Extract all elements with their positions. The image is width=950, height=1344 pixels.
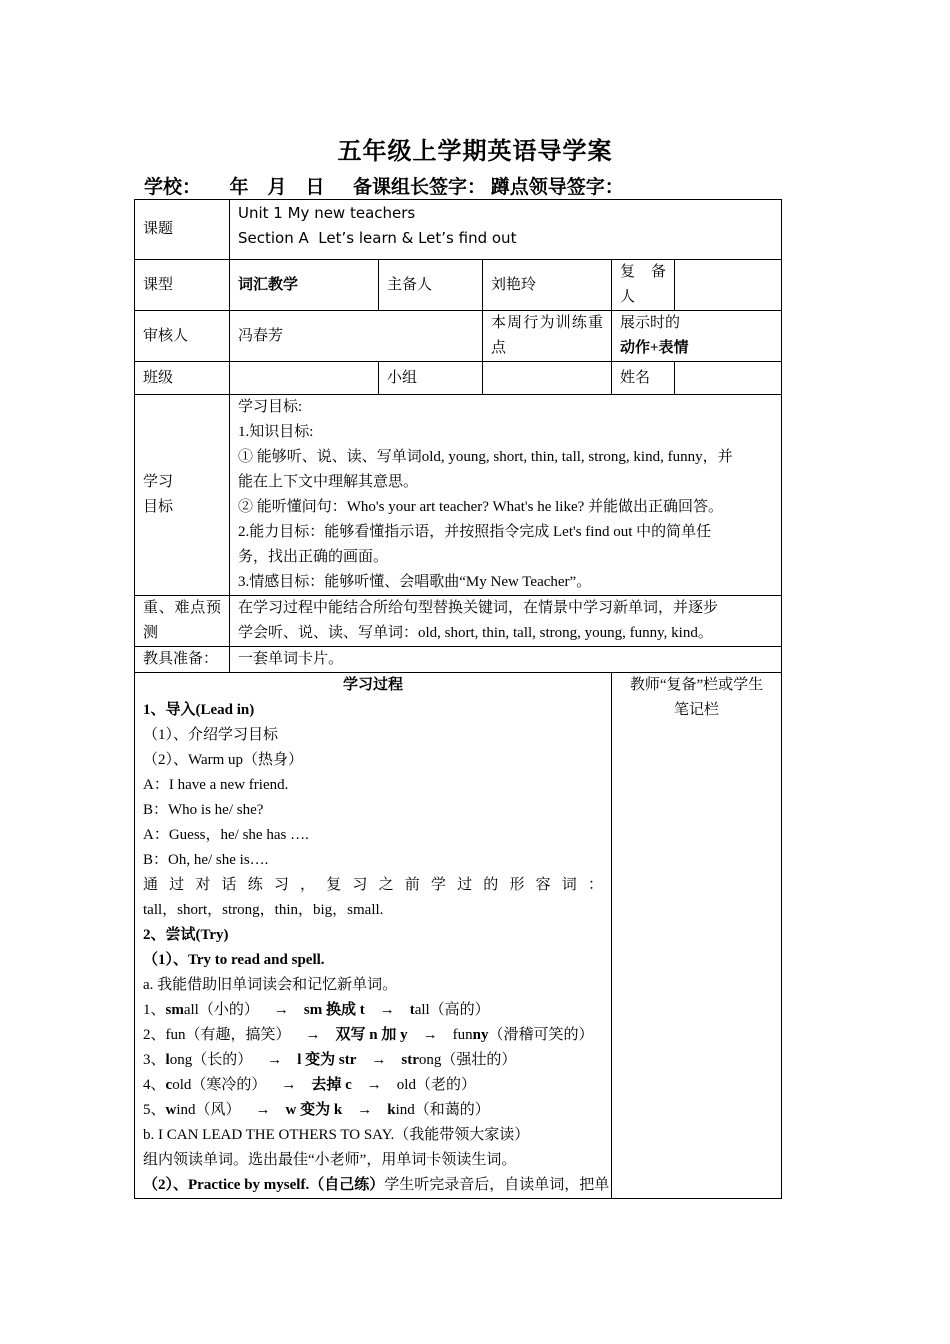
topic-line-2: Section A Let’s learn & Let’s find out [238, 229, 517, 247]
school-label: 学校： [144, 177, 202, 198]
word-row: 5、wind（风） → w 变为 k → kind（和蔼的） [143, 1102, 490, 1118]
arrow-icon: → [267, 1052, 283, 1068]
date-label: 年 月 日 [229, 177, 325, 198]
warm-up-line: （2）、Warm up（热身） [143, 752, 304, 768]
supervisor-sign-label: 蹲点领导签字： [490, 177, 624, 198]
signature-line [144, 172, 624, 199]
leader-sign-label: 备课组长签字： [353, 177, 487, 198]
weekly-label-text: 本周行为训练重点 [491, 315, 603, 356]
difficulty-label [135, 596, 230, 647]
step-a-line: a. 我能借助旧单词读会和记忆新单词。 [143, 977, 398, 993]
reviewer-value: 冯春芳 [230, 311, 483, 362]
preparer-label: 主备人 [379, 260, 483, 311]
goal-line: 3.情感目标：能够听懂、会唱歌曲“My New Teacher”。 [238, 574, 592, 590]
group-label: 小组 [379, 362, 483, 395]
arrow-icon: → [422, 1027, 438, 1043]
weekly-label [483, 311, 612, 362]
arrow-icon: → [379, 1002, 395, 1018]
type-label: 课型 [135, 260, 230, 311]
goal-line: 务，找出正确的画面。 [238, 549, 389, 565]
materials-label: 教具准备： [135, 647, 230, 673]
goals-label [135, 395, 230, 596]
goals-content [230, 395, 782, 596]
word-row: 2、fun（有趣，搞笑） → 双写 n 加 y → funny（滑稽可笑的） [143, 1027, 594, 1043]
arrow-icon: → [371, 1052, 387, 1068]
name-label: 姓名 [612, 362, 675, 395]
class-label: 班级 [135, 362, 230, 395]
goal-line: ② 能听懂问句：Who's your art teacher? What's he like? 并能做出正确回答。 [238, 499, 724, 515]
goals-label-line-1: 学习 [143, 474, 174, 490]
arrow-icon: → [273, 1002, 289, 1018]
dialog-line: A：I have a new friend. [143, 777, 289, 793]
weekly-line-1: 展示时的 [620, 315, 681, 331]
arrow-icon: → [366, 1077, 382, 1093]
materials-value: 一套单词卡片。 [230, 647, 782, 673]
review-label-text: 复 备 人 [620, 264, 666, 305]
difficulty-content [230, 596, 782, 647]
difficulty-label-text: 重、难点预测 [143, 600, 221, 641]
review-value [675, 260, 782, 311]
class-value [230, 362, 379, 395]
word-row: 1、small（小的） → sm 换成 t → tall（高的） [143, 1002, 490, 1018]
try-read-heading: （1）、Try to read and spell. [143, 952, 325, 968]
dialog-line: B：Who is he/ she? [143, 802, 264, 818]
review-words-line: 通过对话练习，复习之前学过的形容词： [143, 877, 603, 893]
goal-line: ① 能够听、说、读、写单词old, young, short, thin, tall, strong, kind, funny，并 [238, 449, 733, 465]
arrow-icon: → [357, 1102, 373, 1118]
reviewer-label: 审核人 [135, 311, 230, 362]
dialog-line: B：Oh, he/ she is…. [143, 852, 269, 868]
goal-line: 2.能力目标：能够看懂指示语，并按照指令完成 Let's find out 中的简单任 [238, 524, 712, 540]
group-value [483, 362, 612, 395]
review-label [612, 260, 675, 311]
goal-line: 能在上下文中理解其意思。 [238, 474, 419, 490]
topic-label: 课题 [135, 200, 230, 260]
arrow-icon: → [305, 1027, 321, 1043]
review-words-list: tall，short，strong，thin，big，small. [143, 902, 384, 918]
weekly-line-2: 动作+表情 [620, 340, 689, 356]
difficulty-line-1: 在学习过程中能结合所给句型替换关键词，在情景中学习新单词，并逐步 [238, 600, 719, 616]
goal-line: 学习目标: [238, 399, 303, 415]
try-heading: 2、尝试(Try) [143, 927, 229, 943]
difficulty-line-2: 学会听、说、读、写单词：old, short, thin, tall, strong, young, funny, kind。 [238, 625, 713, 641]
lesson-plan-table [134, 199, 782, 1199]
goal-line: 1.知识目标: [238, 424, 314, 440]
arrow-icon: → [281, 1077, 297, 1093]
weekly-value [612, 311, 782, 362]
intro-goals-line: （1）、介绍学习目标 [143, 727, 279, 743]
side-note: 教师“复备”栏或学生笔记栏 [612, 673, 782, 1199]
name-value [675, 362, 782, 395]
word-row: 3、long（长的） → l 变为 str → strong（强壮的） [143, 1052, 517, 1068]
type-value: 词汇教学 [230, 260, 379, 311]
step-b-line: b. I CAN LEAD THE OTHERS TO SAY.（我能带领大家读） [143, 1127, 530, 1143]
document-title: 五年级上学期英语导学案 [337, 139, 613, 165]
word-row: 4、cold（寒冷的） → 去掉 c → old（老的） [143, 1077, 476, 1093]
dialog-line: A：Guess，he/ she has …. [143, 827, 309, 843]
practice-text: 学生听完录音后，自读单词，把单 [384, 1177, 610, 1193]
arrow-icon: → [255, 1102, 271, 1118]
step-b2-line: 组内领读单词。选出最佳“小老师”，用单词卡领读生词。 [143, 1152, 517, 1168]
practice-heading: （2）、Practice by myself.（自己练） [143, 1177, 385, 1193]
topic-cell [230, 200, 782, 260]
process-heading: 学习过程 [342, 677, 403, 693]
goals-label-line-2: 目标 [143, 499, 174, 515]
practice-line [143, 1173, 610, 1198]
process-content [135, 673, 612, 1199]
lead-in-heading: 1、导入(Lead in) [143, 702, 255, 718]
preparer-value: 刘艳玲 [483, 260, 612, 311]
topic-line-1: Unit 1 My new teachers [238, 204, 416, 222]
